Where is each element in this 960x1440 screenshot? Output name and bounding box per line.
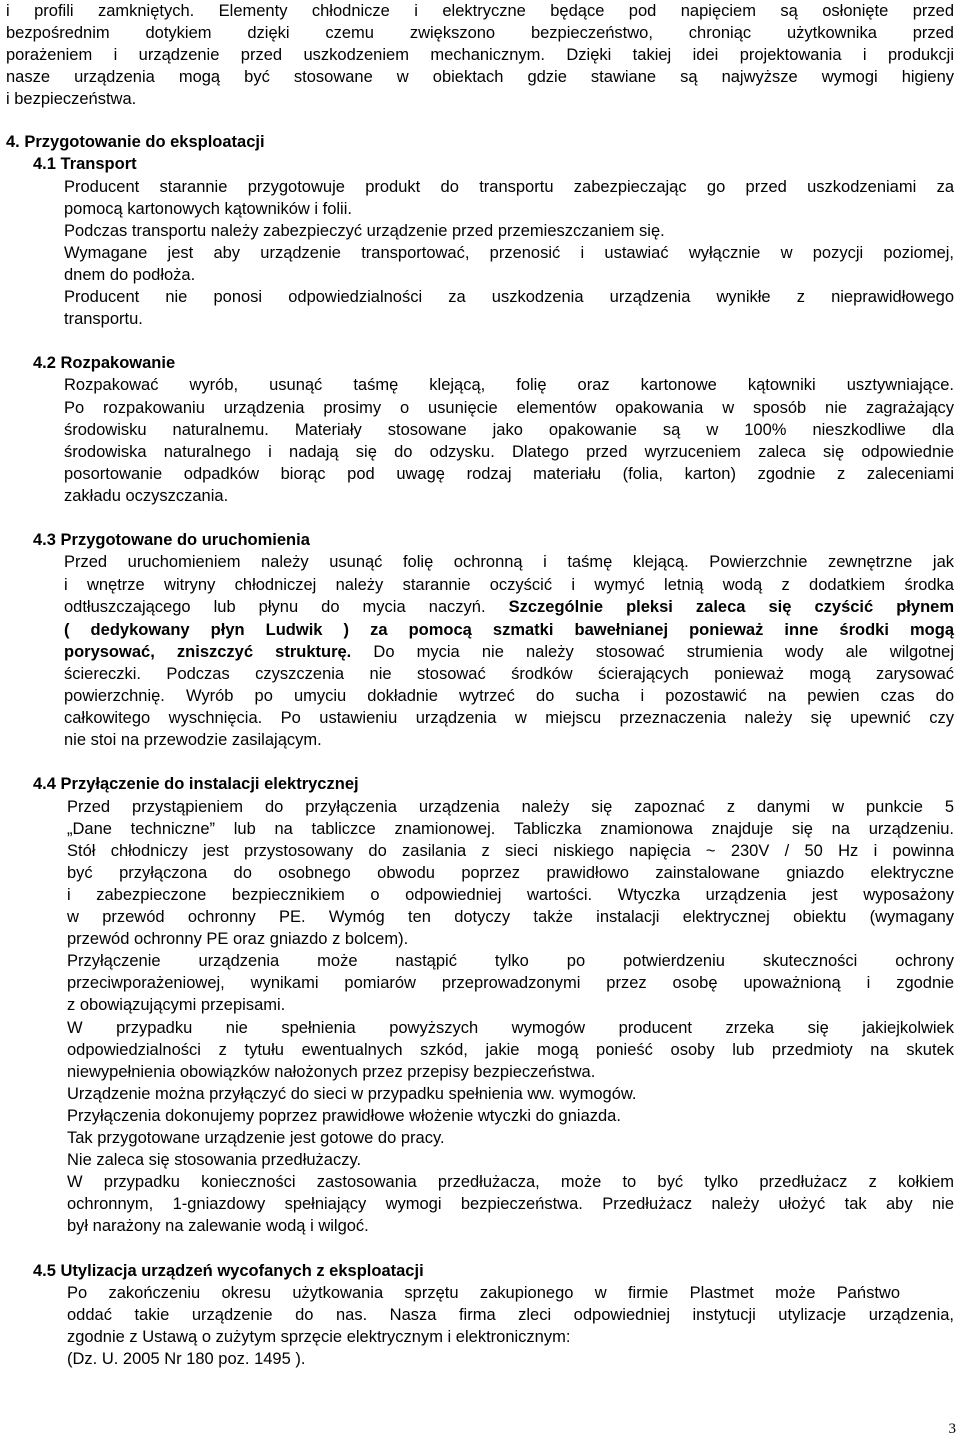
paragraph-line: dnem do podłoża. [64,266,196,284]
paragraph-line: nie stoi na przewodzie zasilającym. [64,731,322,749]
paragraph-line: Urządzenie można przyłączyć do sieci w przypadku spełnienia ww. wymogów. [67,1085,637,1103]
subsection-heading: 4.2 Rozpakowanie [33,354,176,372]
intro-line: i bezpieczeństwa. [6,90,137,108]
paragraph-line: Po rozpakowaniu urządzenia prosimy o usunięcie elementów opakowania w sposób nie zagrażający [64,399,954,417]
paragraph-line: Producent nie ponosi odpowiedzialności za uszkodzenia urządzenia wynikłe z nieprawidłowego [64,288,954,306]
paragraph-line: Nie zaleca się stosowania przedłużaczy. [67,1151,362,1169]
paragraph-line [64,596,954,618]
paragraph-line: Rozpakować wyrób, usunąć taśmę klejącą, folię oraz kartonowe kątowniki usztywniające. [64,376,954,394]
intro-line: bezpośrednim dotykiem dzięki czemu zwiększono bezpieczeństwo, chroniąc użytkownika przed [6,24,954,42]
paragraph-line: zakładu oczyszczania. [64,487,229,505]
paragraph-line: Podczas transportu należy zabezpieczyć urządzenie przed przemieszczaniem się. [64,222,665,240]
paragraph-line: przewód ochronny PE oraz gniazdo z bolcem). [67,930,409,948]
section-heading: 4. Przygotowanie do eksploatacji [6,133,265,151]
intro-line: porażeniem i urządzenie przed uszkodzeniem mechanicznym. Dzięki takiej idei projektowania i produkcji [6,46,954,64]
paragraph-line: W przypadku konieczności zastosowania przedłużacza, może to być tylko przedłużacz z kołkiem [67,1173,954,1191]
text-run: Do mycia nie należy stosować strumienia wody ale wilgotnej [351,643,954,661]
paragraph-line: Przyłączenia dokonujemy poprzez prawidłowe włożenie wtyczki do gniazda. [67,1107,621,1125]
paragraph-line: odpowiedzialności z tytułu ewentualnych szkód, jakie mogą ponieść osoby lub przedmioty na skutek [67,1041,954,1059]
paragraph-line: transportu. [64,310,143,328]
bold-text-run: Szczególnie pleksi zaleca się czyścić płynem [508,598,954,616]
paragraph-line: niewypełnienia obowiązków nałożonych przez przepisy bezpieczeństwa. [67,1063,596,1081]
intro-line: i profili zamkniętych. Elementy chłodnicze i elektryczne będące pod napięciem są osłonięte przed [6,2,954,20]
paragraph-line: Przyłączenie urządzenia może nastąpić tylko po potwierdzeniu skuteczności ochrony [67,952,954,970]
paragraph-line: ochronnym, 1-gniazdowy spełniający wymogi bezpieczeństwa. Przedłużacz należy ułożyć tak aby nie [67,1195,954,1213]
paragraph-line: posortowanie odpadków biorąc pod uwagę rodzaj materiału (folia, karton) zgodnie z zaleceniami [64,465,954,483]
paragraph-line: być przyłączona do osobnego obwodu poprzez prawidłowo zainstalowane gniazdo elektryczne [67,864,954,882]
paragraph-line: Przed uruchomieniem należy usunąć folię ochronną i taśmę klejącą. Powierzchnie zewnętrzne jak [64,553,954,571]
intro-line: nasze urządzenia mogą być stosowane w obiektach gdzie stawiane są najwyższe wymogi higieny [6,68,954,86]
paragraph-line: środowisku naturalnemu. Materiały stosowane jako opakowanie są w 100% nieszkodliwe dla [64,421,954,439]
paragraph-line: z obowiązującymi przepisami. [67,996,286,1014]
subsection-heading: 4.5 Utylizacja urządzeń wycofanych z eksploatacji [33,1262,424,1280]
paragraph-line: (Dz. U. 2005 Nr 180 poz. 1495 ). [67,1350,306,1368]
bold-paragraph-line: ( dedykowany płyn Ludwik ) za pomocą szmatki bawełnianej ponieważ inne środki mogą [64,621,954,639]
paragraph-line: Przed przystąpieniem do przyłączenia urządzenia należy się zapoznać z danymi w punkcie 5 [67,798,954,816]
paragraph-line: i wnętrze witryny chłodniczej należy starannie oczyścić i wymyć letnią wodą z dodatkiem środka [64,576,954,594]
paragraph-line: w przewód ochronny PE. Wymóg ten dotyczy także instalacji elektrycznej obiektu (wymagany [67,908,954,926]
paragraph-line [64,641,954,663]
paragraph-line: Stół chłodniczy jest przystosowany do zasilania z sieci niskiego napięcia ~ 230V / 50 Hz i powinna [67,842,954,860]
paragraph-line: i zabezpieczone bezpiecznikiem o odpowiedniej wartości. Wtyczka urządzenia jest wyposażony [67,886,954,904]
paragraph-line: Tak przygotowane urządzenie jest gotowe do pracy. [67,1129,445,1147]
page-number: 3 [948,1421,956,1437]
paragraph-line: Po zakończeniu okresu użytkowania sprzętu zakupionego w firmie Plastmet może Państwo [67,1284,900,1302]
paragraph-line: zgodnie z Ustawą o zużytym sprzęcie elektrycznym i elektronicznym: [67,1328,571,1346]
paragraph-line: oddać takie urządzenie do nas. Nasza firma zleci odpowiedniej instytucji utylizacje urządzenia, [67,1306,954,1324]
paragraph-line: Producent starannie przygotowuje produkt do transportu zabezpieczając go przed uszkodzeniami za [64,178,954,196]
paragraph-line: był narażony na zalewanie wodą i wilgoć. [67,1217,369,1235]
subsection-heading: 4.1 Transport [33,155,137,173]
paragraph-line: pomocą kartonowych kątowników i folii. [64,200,352,218]
paragraph-line: środowiska naturalnego i nadają się do odzysku. Dlatego przed wyrzuceniem zaleca się odpowiednie [64,443,954,461]
text-run: odtłuszczającego lub płynu do mycia naczyń. [64,598,509,616]
paragraph-line: „Dane techniczne” lub na tabliczce znamionowej. Tabliczka znamionowa znajduje się na urządzeniu. [67,820,954,838]
bold-text-run: porysować, zniszczyć strukturę. [64,643,352,661]
paragraph-line: całkowitego wyschnięcia. Po ustawieniu urządzenia w miejscu przeznaczenia należy się upewnić czy [64,709,954,727]
subsection-heading: 4.4 Przyłączenie do instalacji elektrycznej [33,775,359,793]
paragraph-line: Wymagane jest aby urządzenie transportować, przenosić i ustawiać wyłącznie w pozycji poziomej, [64,244,954,262]
paragraph-line: przeciwporażeniowej, wynikami pomiarów przeprowadzonymi przez osobę upoważnioną i zgodnie [67,974,954,992]
paragraph-line: powierzchnię. Wyrób po umyciu dokładnie wytrzeć do sucha i pozostawić na pewien czas do [64,687,954,705]
paragraph-line: W przypadku nie spełnienia powyższych wymogów producent zrzeka się jakiejkolwiek [67,1019,954,1037]
subsection-heading: 4.3 Przygotowane do uruchomienia [33,531,310,549]
paragraph-line: ściereczki. Podczas czyszczenia nie stosować środków ścierających ponieważ mogą zarysować [64,665,954,683]
